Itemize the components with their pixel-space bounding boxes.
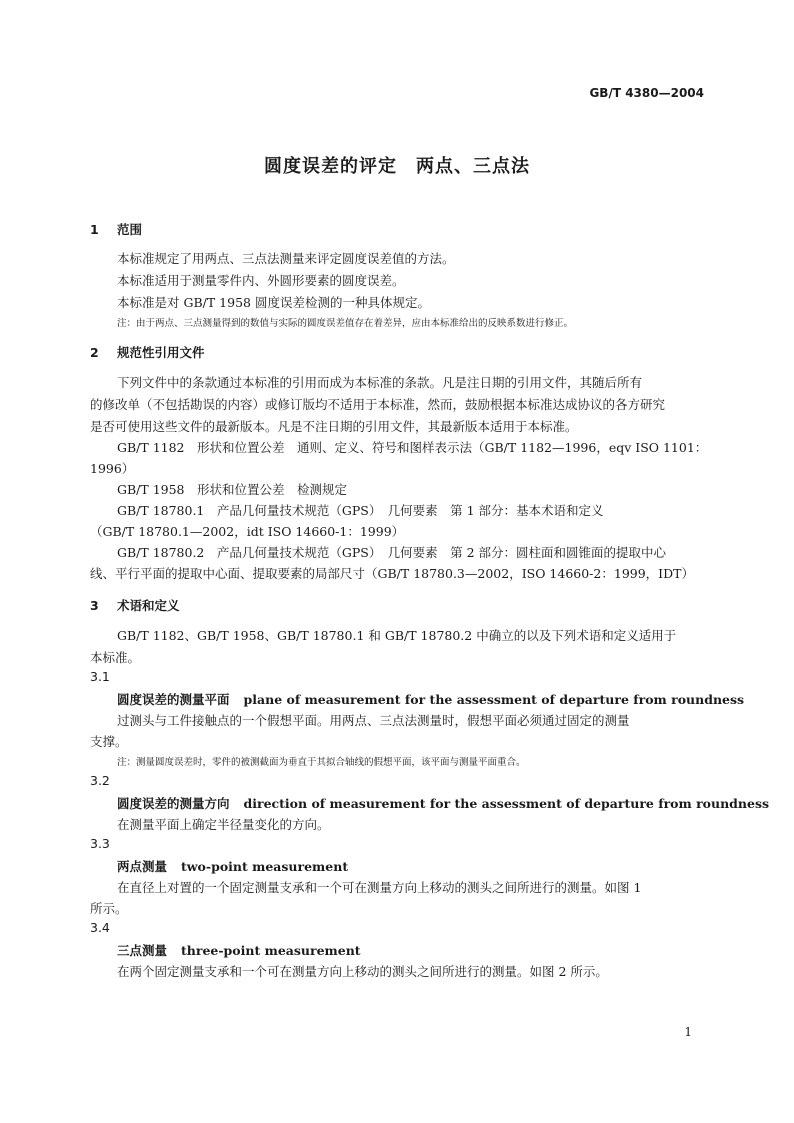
paragraph: 本标准规定了用两点、三点法测量来评定圆度误差值的方法。 (117, 251, 455, 266)
section-2-heading (90, 343, 205, 361)
paragraph-line: GB/T 1182、GB/T 1958、GB/T 18780.1 和 GB/T 18780.2 中确立的以及下列术语和定义适用于 (117, 628, 677, 643)
clause-number: 3.1 (90, 669, 110, 684)
term-english: two-point measurement (181, 859, 349, 874)
term-english: three-point measurement (181, 943, 361, 958)
reference-line: GB/T 1182 形状和位置公差 通则、定义、符号和图样表示法（GB/T 1182—1996，eqv ISO 1101： (117, 440, 708, 455)
paragraph-line: 下列文件中的条款通过本标准的引用而成为本标准的条款。凡是注日期的引用文件，其随后所有 (117, 375, 643, 390)
definition-line: 所示。 (90, 901, 128, 916)
reference-line: 线、平行平面的提取中心面、提取要素的局部尺寸（GB/T 18780.3—2002，ISO 14660-2：1999，IDT） (90, 566, 694, 581)
term-chinese: 圆度误差的测量方向 (117, 796, 230, 811)
definition-line: 支撑。 (90, 734, 128, 749)
section-number: 2 (90, 345, 99, 360)
definition-line: 过测头与工件接触点的一个假想平面。用两点、三点法测量时，假想平面必须通过固定的测量 (117, 713, 630, 728)
term-heading (117, 941, 361, 959)
term-chinese: 两点测量 (117, 859, 168, 874)
paragraph: 本标准是对 GB/T 1958 圆度误差检测的一种具体规定。 (117, 295, 430, 310)
term-heading (117, 690, 744, 708)
section-number: 3 (90, 598, 99, 613)
section-title: 规范性引用文件 (117, 345, 205, 360)
term-chinese: 圆度误差的测量平面 (117, 692, 230, 707)
clause-number: 3.4 (90, 920, 110, 935)
paragraph-line: 是否可使用这些文件的最新版本。凡是不注日期的引用文件，其最新版本适用于本标准。 (90, 419, 578, 434)
note: 注：由于两点、三点测量得到的数值与实际的圆度误差值存在着差异，应由本标准给出的反映系数进行修正。 (117, 318, 574, 329)
page-title: 圆度误差的评定 两点、三点法 (264, 156, 530, 177)
reference-line: GB/T 1958 形状和位置公差 检测规定 (117, 482, 348, 497)
note: 注：测量圆度误差时，零件的被测截面为垂直于其拟合轴线的假想平面，该平面与测量平面重合。 (117, 757, 526, 768)
term-chinese: 三点测量 (117, 943, 168, 958)
reference-line: GB/T 18780.2 产品几何量技术规范（GPS） 几何要素 第 2 部分：圆柱面和圆锥面的提取中心 (117, 545, 666, 560)
definition-line: 在两个固定测量支承和一个可在测量方向上移动的测头之间所进行的测量。如图 2 所示。 (117, 964, 608, 979)
term-heading (117, 794, 769, 812)
paragraph: 本标准适用于测量零件内、外圆形要素的圆度误差。 (117, 273, 405, 288)
clause-number: 3.3 (90, 836, 110, 851)
definition-line: 在直径上对置的一个固定测量支承和一个可在测量方向上移动的测头之间所进行的测量。如图 1 (117, 880, 642, 895)
term-english: direction of measurement for the assessment of departure from roundness (243, 796, 770, 811)
reference-line: （GB/T 18780.1—2002，idt ISO 14660-1：1999） (90, 524, 405, 539)
clause-number: 3.2 (90, 773, 110, 788)
section-title: 术语和定义 (117, 598, 180, 613)
section-3-heading (90, 596, 180, 614)
section-title: 范围 (117, 222, 143, 237)
term-english: plane of measurement for the assessment of departure from roundness (243, 692, 745, 707)
page-number: 1 (684, 1025, 692, 1039)
term-heading (117, 857, 348, 875)
reference-line: GB/T 18780.1 产品几何量技术规范（GPS） 几何要素 第 1 部分：基本术语和定义 (117, 503, 604, 518)
paragraph-line: 本标准。 (90, 650, 141, 665)
reference-line: 1996） (90, 461, 135, 476)
section-1-heading (90, 220, 142, 238)
standard-number: GB/T 4380—2004 (589, 86, 704, 100)
section-number: 1 (90, 222, 99, 237)
definition-line: 在测量平面上确定半径量变化的方向。 (117, 817, 330, 832)
paragraph-line: 的修改单（不包括勘误的内容）或修订版均不适用于本标准，然而，鼓励根据本标准达成协议的各方研究 (90, 397, 666, 412)
